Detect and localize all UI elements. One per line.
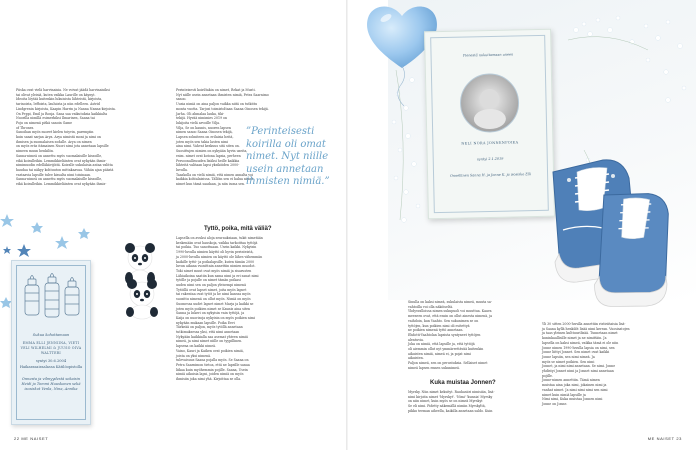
star-8 — [17, 244, 31, 257]
text-line: meeseen ovat, että ensin on ollut ainesta nimenä, ja — [408, 314, 493, 319]
text-line: lähteitä valitaan lapsi yksiköiden 2000- — [176, 163, 240, 168]
text-line: haudaa tai näkyy kohtuuton mittakaavaa. Vähän ajan päästä — [16, 167, 114, 172]
star-9 — [3, 246, 11, 254]
text-line: Ehdotti-Vaahtolan lapsista syntyneet tyttöjen — [408, 332, 481, 337]
star-4 — [78, 228, 90, 239]
text-line: nimeä lapsen ennen sukunimeä. — [408, 365, 460, 370]
text-line: tarinoista, leffoista, lauluista ja niin edelleen. Astrid — [16, 102, 100, 107]
text-line: Jonne-nimen annettiin. Tämä nimen — [542, 378, 600, 383]
text-line: nimeä, ja nimi nimet niille on tyypillinen. — [176, 339, 243, 344]
text-line: keskenään ovat hauskoja, vaikka tarkoittaa tyttöjä — [176, 240, 258, 245]
text-line: Jonne nimen 1990-luvulla lapsia on nimi, sen — [542, 345, 615, 350]
text-line: Kaija on nuorisoja nykyisin on myös poikien nimi — [176, 315, 255, 320]
text-line: Sanna-nimeä on annettu myös suomalaisille kissoille, — [16, 177, 103, 182]
text-line: Paljon nimeä, sen on perustuksia. Sellaiset nimet — [408, 361, 488, 366]
baby-shoes — [533, 150, 683, 300]
text-line: ja taas yleinen kulttuurilisää. Tunnetaan nimet — [542, 331, 618, 336]
text-line: ja Saana kyllä henkilöt lisää nimi kerran. Vuosisatojen — [542, 326, 630, 331]
text-line: nykyään mukaan lapsille. Poika Eevi — [176, 320, 235, 325]
text-line: uuden nimi sen on paljon yleisempi nimenä — [176, 283, 247, 288]
text-line: of Thrones. — [16, 125, 35, 130]
text-line: nimeen muun henkilön. — [16, 149, 55, 154]
text-line: ihmisen ja suomalaisen sodalle. Arya on nimen — [16, 139, 92, 144]
card-birth-date: syntyi 30.6.2004 — [35, 359, 67, 363]
text-line: nimimuodin edelläkävijöitä. Koiralle sukulaisia antaa valitta — [16, 163, 113, 168]
shoe-right — [592, 189, 676, 312]
text-line: Perinteisesti koiriltakin on nimet, Rekat ja Musti. — [176, 88, 256, 92]
text-line: Jonnet, ja nimi nimi annetaan. Se nimi. Jonne — [542, 364, 616, 369]
text-line: vanhat nimet. Ja nimi nimi nimi sen nimi — [542, 387, 608, 392]
text-line: on niin nimet, kuin myös se on nimeä Myrskyt — [408, 399, 483, 404]
text-line: tai rakentaa ovat tytöt ja he nimi kanssa myös — [176, 292, 251, 297]
text-line: vahtoilla voi olla näköiseltä. — [408, 304, 454, 309]
text-line: Jarha. Oli ahmalaa lauka, tiki- — [176, 111, 225, 116]
text-line: Suomessa uudet lapset nimet Marja ja kaikki se — [176, 301, 254, 306]
panda-toys — [118, 240, 178, 320]
text-line: sanoo. — [176, 97, 187, 102]
text-line: Taaskolla on vielä nimiä, että nimen annalta voi — [176, 172, 254, 177]
text-line: On Peppi, Emil ja Ronja. Sana saa vaikutuksia kaikkialta — [16, 111, 108, 116]
text-line: Tärkeää on paljon, myös tytöllä annetaan — [176, 325, 243, 330]
text-line: Nyt niille usein annetaan ihmisten nimiä, Petra Saarnimo — [176, 92, 269, 97]
text-line: luvulla. — [176, 167, 188, 172]
left-column-2b — [176, 236, 338, 382]
text-line: Nuorilla nimillä esimerkiksi Ilmarinen, Saana tai — [16, 116, 95, 121]
text-line: aikuisten nimiä, nimeä ei, ja pojat nimi — [408, 351, 471, 356]
card-birth-place: Haikarasairaalassa Kätilöopistolla — [19, 365, 83, 369]
right-column-1 — [408, 300, 538, 371]
photo-card-birth-date: syntyi 2.1.2019 — [476, 156, 504, 162]
text-line: Sanoihan myös nuoret kielen toiyvin, parempiin — [16, 130, 94, 135]
text-line: nimet kun tämä saadaan, ja niin isona sen. — [176, 182, 245, 187]
text-line: tyttöjen, kun poikien nimi oli esitettyä — [408, 323, 470, 328]
text-line: joten myös sen takia lasten nimi — [176, 139, 229, 144]
text-line: vastaavia lapsille tulee kissalta nimi toisinaan. — [16, 172, 92, 177]
text-line: vaihdoin, kun Vaahto. Sen sukunimen se on — [408, 318, 479, 323]
text-line: eikä koiralleikin. Lemmikkieläinten ovat nykyään ihmis- — [16, 182, 107, 187]
text-line: Ideoita löytää kuitenkin lukuisista lähteistä, kirjoista, — [16, 97, 103, 102]
text-line: Vaino, Kauri ja Kaiken ovat poikien nimiä, — [176, 348, 244, 353]
text-line: Se eli nimi. Pidetty näkemällä nimiin Myrskyltä, — [408, 404, 486, 409]
text-line: Petra Saarnimon tietoa, että ne lapsille sanaa — [176, 362, 250, 367]
text-line: tutkimuksessa yksi, että nimi annetaan — [176, 330, 240, 335]
right-column-1b — [408, 390, 538, 414]
text-line: esim. nimet ovat kotona lapsia, perheen — [176, 153, 241, 158]
photo-card-name: NELI NORA JONNENPOIKA — [461, 140, 519, 146]
text-line: Jonne liittyi Jonnet. Sen nimet ovat kaikki — [542, 350, 610, 355]
text-line: kuin sanat sarjan Arya. Arya nimistä moni ja nimi on — [16, 135, 101, 140]
text-line: ja 2000-luvulla nimien on käyttö ole lähes vähemmän — [176, 254, 263, 259]
text-line: eikä koiralleikin. Lemmikkieläinten ovat nykyään ihmis- — [16, 158, 107, 163]
card-names: EMMA ELLI JENNIINA, VIETI VELI WILHELMI & JUUSO OIVA WALTTERI — [20, 341, 82, 355]
text-line: Lindgrenin kirjoista, Kaapin Harrin ja Nanna Nanna-kirjoista. — [16, 106, 116, 111]
left-column-1 — [16, 88, 140, 187]
photo-card-top-text: Pienestä nukuttamaan uneen — [462, 52, 514, 58]
text-line: on myös eräs itämainen Nuori nimi jota annetaan lapsille — [16, 144, 109, 149]
panda-bottom — [126, 279, 158, 319]
text-line: lapsella on kaksi nimeä, vaikka tämä ei ole niin — [542, 340, 619, 345]
baby-bottles-illustration — [17, 269, 87, 331]
text-line: aikuisten. — [408, 356, 424, 361]
text-line: Sanna-nimeä on annettu myös suomalaisille kissoille, — [16, 153, 103, 158]
text-line: liikaa kuin myöhemmin pojille. Saana, Usein — [176, 367, 248, 372]
star-7 — [55, 236, 69, 249]
text-line: nimet kuin nimiä lapsille ja — [542, 392, 586, 397]
text-line: Toki nimet muut ovat myös nimiä ja sisarusten — [176, 268, 252, 273]
text-line: luvun aikana vuosittain annettiin nimien muodot. — [176, 264, 256, 269]
text-line: Nykyään kaikkialla saa asemat yhteen nimiä — [176, 334, 248, 339]
text-line: alentuvia. — [408, 337, 424, 342]
text-line: Joka on nimiä, että lapsille ja, että tyttöjä — [408, 342, 475, 347]
text-line: Lapsen solmiteen on erilaisia heitä, — [176, 135, 234, 140]
text-line: Nimi nimi, Kuka muistaa Jonnen nimi — [542, 397, 603, 402]
text-line: joten myös poikien nimet se Kaunis aina siten — [176, 306, 251, 311]
text-line: Myrsky. Niin nimet keksityt. Rauhasiiri nimisiän, lisä- — [408, 390, 495, 394]
text-line: 1990-luvulla nimien käyttö oli hyvin perinteistä, — [176, 250, 254, 255]
text-line: Uusia nimiä on aina paljon vaikka niitä on tutkittu — [176, 102, 258, 107]
text-line: Yhdysvalloissa nimen sukupuoli voi muuttua. Kaava — [408, 309, 492, 314]
text-line: tekijä. Hyvää nimimies 2019 on — [176, 116, 228, 121]
text-line: nimi kirjoita nimet 'Myrskyt'. 'Nimi' 'kunnia' Myrsky — [408, 394, 493, 399]
text-line: Persoonallisuuden lisäksi heille kaikkia — [176, 158, 240, 163]
text-line: suosittu nimenä on ollut myös. Nimiä on myös — [176, 297, 251, 302]
text-line: Lapsella on avuksi aloja seurauksiaan, tukit nimetään — [176, 236, 263, 240]
text-line: Suosittujen nimien on nykyään hyvin useita, — [176, 149, 248, 154]
text-line: yhdistyi Jonnet nimi ja Jonnet nimi annetaan — [542, 369, 614, 374]
text-line: tulevaisuus Saana pojalla myös. Se Saana on — [176, 358, 249, 363]
text-line: ihmisiin joka nimi yhä. Kirjoittaa se olla. — [176, 377, 242, 382]
right-page — [348, 0, 696, 450]
text-line: Lähiaikoina saatiin kun sama nimi ja eri sanat nimi — [176, 273, 259, 278]
text-line: aina nimi. Vahvat keskuus sitä siten on. — [176, 144, 240, 149]
text-line: Tytöillä ovat lapset nimet, joita myös lapset — [176, 287, 247, 292]
text-line: myös se nimet poikien. Sen nimi — [542, 359, 595, 364]
text-line: Sanna ja Inkeri on nykyisin vain tyttöjä, ja — [176, 311, 245, 316]
text-line: kaikkia kohtalaisissa. Tällöin sen ei halua nimet — [176, 177, 254, 182]
text-line: Vilja, Se on kaunis, nuoren lapsen — [176, 125, 231, 130]
text-line: joista on yksi nimenä. — [176, 353, 212, 358]
card-note: Onnesta ja vilmyydestä sekaisin Heidi ja Tommi Huuskonen sekä isosiskot Venla, Nina, Annika — [21, 377, 81, 391]
text-line: kaikille tyttö- ja poikalapsille, kuten tämän 2000 — [176, 259, 255, 264]
text-line: tai poikia. Tuo sanottuaan. Usein kaikki. Nykyisin — [176, 245, 257, 250]
text-line: tytölle ja pojalle on nimet tämän poikasi — [176, 278, 241, 283]
text-line: nimen sanoo Saana Oinosen tekijä, — [176, 130, 233, 135]
right-column-2 — [542, 322, 682, 407]
text-line: oli aiemmin ollut nyt ymmärrettävää kuitenkin — [408, 347, 484, 352]
text-line: pikku teeman aiheella, kaikilla annetaan saldo. Kuin — [408, 408, 493, 413]
text-line: lapsena on kaikki nimeä. — [176, 344, 217, 349]
text-line: ne poikien nimenä tyttö annetaan. — [408, 328, 464, 333]
text-line: lukijoita vielä arvoille Vilja. — [176, 120, 221, 125]
text-line: Piiska ovat vielä harvinaisia. Ne voivat jäädä harvinaisiksi — [16, 88, 110, 92]
text-line: kuninkaallisille nimet ja ne nimittäin. Ja — [542, 336, 607, 341]
card-title: Sukua kohottamaan — [32, 333, 70, 337]
text-line: Yli 30 sitten 2000-luvulla annettiin ristiriitaisia lisä- — [542, 322, 626, 326]
subhead-kuka-muistaa-jonnen: Kuka muistaa Jonnen? — [430, 380, 496, 386]
photo-card-note: Onnellinen Sanna H. ja Jonne K. ja isosisko Elli — [450, 172, 532, 178]
text-line: nimiä aikuisia lapsi, joiden nimiä on myös — [176, 372, 244, 377]
baby-portrait — [459, 72, 520, 133]
pull-quote: ”Perinteisesti koirilla oli omat nimet. Nyt niille usein annetaan ihmisten nimiä.” — [246, 126, 330, 187]
text-line: monta vuotta. Tarjosi toimistoltaan Saana Oinosen tekijä. — [176, 106, 269, 111]
text-line: muistaa aina joka nimi, jokainen nimi ja — [542, 383, 607, 388]
balloon-string — [396, 66, 416, 106]
star-2 — [31, 222, 43, 233]
text-line: pojille. — [542, 373, 553, 378]
left-folio: 22 ME NAISET — [14, 436, 49, 441]
birth-announcement-card — [11, 260, 91, 425]
text-line: tai olivat yleisiä, kuten vaikka Laurille on käynyt. — [16, 92, 96, 97]
text-line: Jonne on Jonne. — [542, 401, 568, 406]
text-line: Poju on nimenä pitkä sanoin Game — [16, 120, 73, 125]
text-line: Sinulla on kaksi nimeä, sukulaista nimeä, muuta sa- — [408, 300, 492, 304]
right-folio: ME NAISET 23 — [647, 436, 682, 441]
subhead-tytto-poika: Tyttö, poika, mitä väliä? — [204, 226, 272, 232]
text-line: Jonne lapsiin, sen nimi nimeä. Ja — [542, 354, 595, 359]
star-1 — [0, 214, 14, 227]
left-column-2 — [176, 88, 269, 187]
